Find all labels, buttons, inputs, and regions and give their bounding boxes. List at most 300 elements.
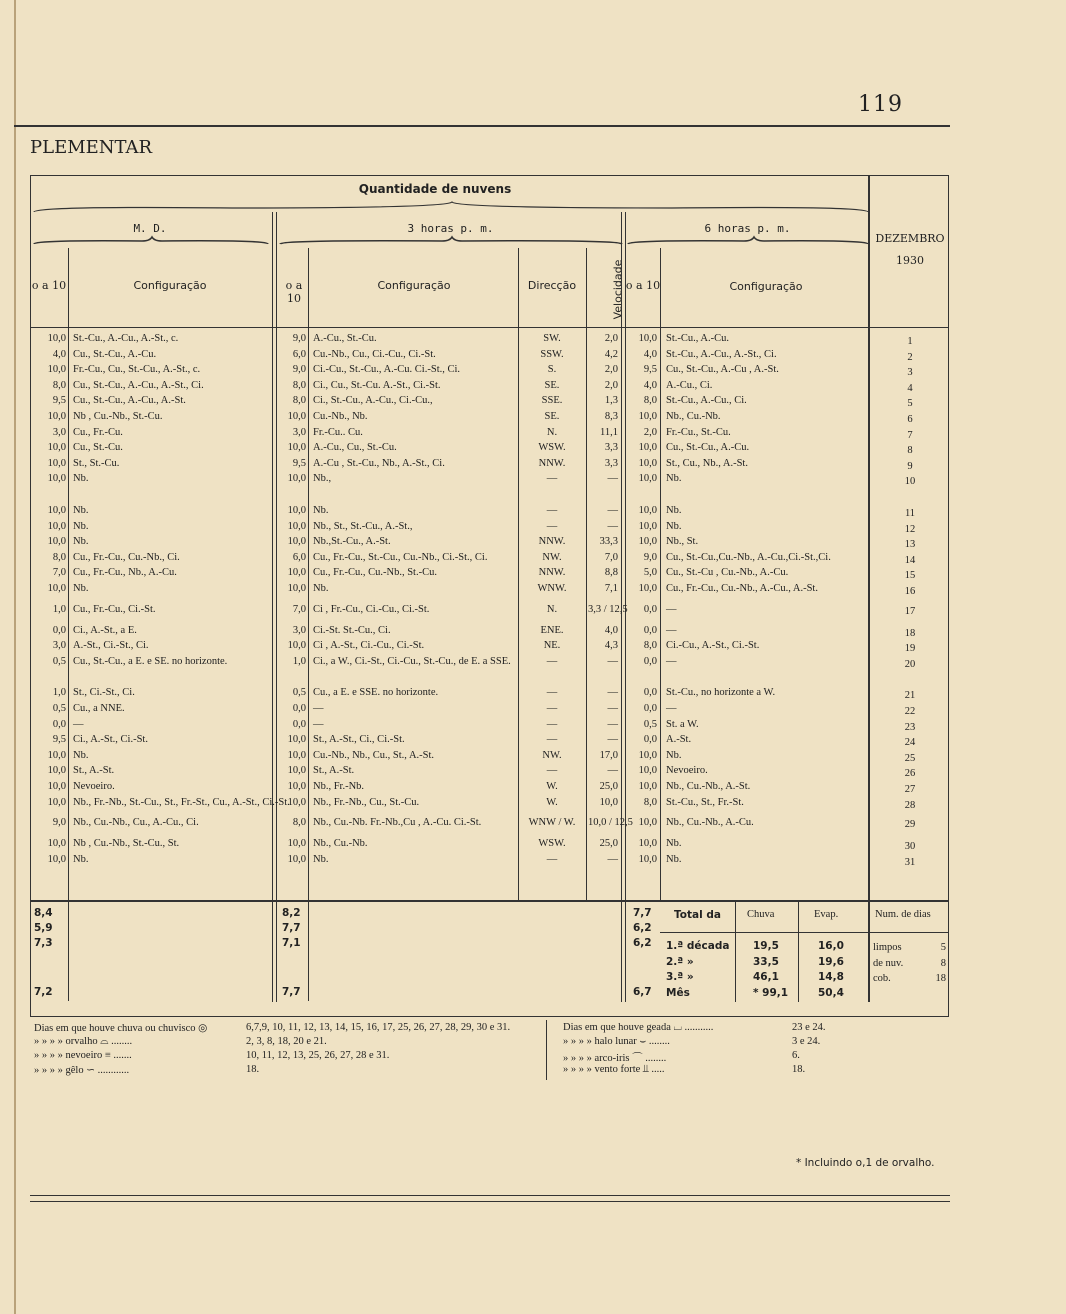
cell-t-q: 10,0 xyxy=(287,567,306,579)
cell-vel: — xyxy=(607,734,618,746)
cell-t-c: Cu.-Nb., Cu., Ci.-Cu., Ci.-St. xyxy=(313,348,436,360)
cell-t-c: Ci , Fr.-Cu., Ci.-Cu., Ci.-St. xyxy=(313,603,430,615)
cell-vel: 4,2 xyxy=(604,348,618,360)
cell-d: 4 xyxy=(907,382,913,394)
col-line xyxy=(586,248,587,900)
cell-vel: 4,0 xyxy=(604,624,618,636)
cell-d: 28 xyxy=(904,799,916,811)
cell-s-c: Ci.-Cu., A.-St., Ci.-St. xyxy=(666,640,760,652)
decada-chuva: 46,1 xyxy=(753,971,779,983)
dias-value: 5 xyxy=(940,942,946,953)
cell-vel: 3,3 / 12,5 xyxy=(588,603,628,615)
cell-md-c: Nb., Fr.-Nb., St.-Cu., St., Fr.-St., Cu., A.-St., Ci.-St. xyxy=(73,796,290,808)
header-escala-tres: o a 10 xyxy=(285,279,303,305)
cell-s-c: Nb., Cu.-Nb. xyxy=(666,411,721,422)
cell-md-q: 10,0 xyxy=(47,333,66,344)
note-right-label: » » » » arco-iris ⌒ ........ xyxy=(563,1053,667,1064)
cell-d: 15 xyxy=(904,570,916,582)
cell-s-q: 8,0 xyxy=(643,395,657,407)
cell-md-c: Cu., St.-Cu., A.-Cu. xyxy=(73,348,157,360)
cell-t-q: 0,5 xyxy=(292,687,306,699)
cell-vel: — xyxy=(607,765,618,777)
cell-t-q: 7,0 xyxy=(292,603,306,615)
cell-vel: 10,0 xyxy=(599,796,618,808)
decada-evap: 14,8 xyxy=(818,971,844,983)
col-line xyxy=(68,248,69,1001)
cell-dir: WNW / W. xyxy=(528,817,576,829)
cell-t-q: 1,0 xyxy=(292,655,306,667)
cell-vel: — xyxy=(607,520,618,532)
cell-s-q: 8,0 xyxy=(643,640,657,652)
page-number: 119 xyxy=(858,92,903,117)
header-rule xyxy=(14,125,950,127)
cell-s-c: Nb. xyxy=(666,505,682,516)
chuva-label: Chuva xyxy=(747,909,775,920)
cell-t-q: 10,0 xyxy=(287,838,306,850)
cell-md-c: Cu., a NNE. xyxy=(73,703,125,714)
cell-vel: 3,3 xyxy=(604,457,618,469)
cell-md-q: 0,5 xyxy=(52,655,66,667)
cell-dir: — xyxy=(546,718,558,730)
cell-d: 29 xyxy=(904,819,916,831)
cell-t-q: 0,0 xyxy=(292,718,306,730)
cell-md-c: Nevoeiro. xyxy=(73,781,115,792)
cell-md-c: Ci., A.-St., Ci.-St. xyxy=(73,734,148,746)
cell-s-c: St.-Cu., A.-Cu., Ci. xyxy=(666,395,747,407)
cell-t-c: St., A.-St. xyxy=(313,765,355,777)
cell-t-q: 10,0 xyxy=(287,411,306,422)
cell-t-c: Cu.-Nb., Nb., Cu., St., A.-St. xyxy=(313,749,435,761)
cell-vel: 8,8 xyxy=(604,567,618,579)
note-right-label: » » » » halo lunar ⌣ ........ xyxy=(563,1036,670,1047)
cell-s-c: — xyxy=(666,703,677,714)
cell-t-c: Nb.,St.-Cu., A.-St. xyxy=(313,536,391,548)
cell-dir: NW. xyxy=(542,551,562,563)
cell-s-q: 10,0 xyxy=(638,457,657,469)
cell-s-c: St.-Cu., St., Fr.-St. xyxy=(666,796,744,808)
cell-s-q: 2,0 xyxy=(643,426,657,438)
cell-vel: 17,0 xyxy=(599,749,618,761)
cell-md-q: 3,0 xyxy=(52,640,66,652)
cell-md-c: Nb , Cu.-Nb., St.-Cu., St. xyxy=(73,838,180,850)
cell-d: 16 xyxy=(904,586,916,597)
note-left-label: » » » » gêlo ∽ ............ xyxy=(34,1065,130,1076)
cell-s-q: 10,0 xyxy=(638,765,657,777)
cell-t-c: Nb. xyxy=(313,505,329,516)
cell-t-c: Nb. xyxy=(313,853,329,865)
cell-s-q: 5,0 xyxy=(643,567,657,579)
cell-md-c: A.-St., Ci.-St., Ci. xyxy=(73,640,149,652)
cell-md-q: 10,0 xyxy=(47,473,66,485)
cell-t-c: A.-Cu., Cu., St.-Cu. xyxy=(313,442,397,454)
cell-md-c: Nb., Cu.-Nb., Cu., A.-Cu., Ci. xyxy=(73,817,199,829)
cell-md-c: Nb. xyxy=(73,749,89,761)
cell-vel: 4,3 xyxy=(604,640,618,652)
header-md: M. D. xyxy=(133,222,167,235)
cell-md-q: 9,0 xyxy=(52,817,66,829)
cell-vel: — xyxy=(607,703,618,714)
cell-t-q: 10,0 xyxy=(287,734,306,746)
cell-vel: 25,0 xyxy=(599,838,618,850)
header-escala-seis: o a 10 xyxy=(625,279,661,292)
cell-s-q: 8,0 xyxy=(643,796,657,808)
cell-t-c: St., A.-St., Ci., Ci.-St. xyxy=(313,734,405,746)
header-direccao: Direcção xyxy=(527,279,577,292)
cell-vel: — xyxy=(607,687,618,699)
cell-s-q: 9,5 xyxy=(643,364,657,376)
cell-md-q: 8,0 xyxy=(52,379,66,391)
cell-md-q: 10,0 xyxy=(47,781,66,792)
cell-dir: W. xyxy=(546,781,558,792)
seis-total-3: 6,2 xyxy=(633,937,652,949)
cell-vel: 7,1 xyxy=(604,583,618,594)
header-config-tres: Configuração xyxy=(377,279,451,292)
cell-md-q: 4,0 xyxy=(52,348,66,360)
cell-t-c: Ci.-Cu., St.-Cu., A.-Cu. Ci.-St., Ci. xyxy=(313,364,461,376)
notes-divider xyxy=(546,1020,547,1080)
seis-total-2: 6,2 xyxy=(633,922,652,934)
cell-s-q: 10,0 xyxy=(638,333,657,344)
decada-evap: 50,4 xyxy=(818,986,844,999)
seis-total-1: 7,7 xyxy=(633,907,652,919)
cell-s-c: A.-Cu., Ci. xyxy=(666,379,713,391)
note-right-label: Dias em que houve geada ⌴ ........... xyxy=(563,1022,714,1033)
cell-s-q: 0,0 xyxy=(643,603,657,615)
cell-md-q: 1,0 xyxy=(52,603,66,615)
cell-s-q: 9,0 xyxy=(643,551,657,563)
cell-d: 25 xyxy=(904,752,916,764)
cell-s-c: St.-Cu., A.-Cu., A.-St., Ci. xyxy=(666,348,777,360)
cell-t-q: 10,0 xyxy=(287,473,306,485)
note-left-label: » » » » orvalho ⌓ ........ xyxy=(34,1036,133,1047)
cell-s-q: 10,0 xyxy=(638,505,657,516)
note-right-label: » » » » vento forte ⫫ ..... xyxy=(563,1064,665,1075)
cell-dir: — xyxy=(546,505,558,516)
cell-md-c: Cu., St.-Cu., A.-Cu., A.-St. xyxy=(73,395,186,407)
cell-t-c: Fr.-Cu.. Cu. xyxy=(313,426,363,438)
cell-dir: NNW. xyxy=(538,457,566,469)
cell-vel: 2,0 xyxy=(604,379,618,391)
cell-md-c: Nb. xyxy=(73,536,89,548)
num-dias-label: Num. de dias xyxy=(875,909,931,920)
decada-label: 3.ª » xyxy=(666,971,694,983)
cell-d: 24 xyxy=(904,737,916,749)
col-line xyxy=(308,248,309,1001)
cell-t-c: Cu.-Nb., Nb. xyxy=(313,411,368,422)
col-line xyxy=(518,248,519,900)
cell-d: 10 xyxy=(904,476,916,488)
cell-t-c: Cu., a E. e SSE. no horizonte. xyxy=(313,687,439,699)
cell-s-q: 10,0 xyxy=(638,442,657,454)
note-left-label: Dias em que houve chuva ou chuvisco ◎ xyxy=(34,1023,208,1034)
cell-dir: N. xyxy=(546,603,558,615)
cell-md-q: 0,0 xyxy=(52,718,66,730)
cell-md-c: Nb. xyxy=(73,473,89,485)
cell-s-q: 0,5 xyxy=(643,718,657,730)
cell-t-c: Ci., Cu., St.-Cu. A.-St., Ci.-St. xyxy=(313,379,441,391)
cell-dir: — xyxy=(546,853,558,865)
cell-d: 18 xyxy=(904,627,916,639)
note-left-value: 10, 11, 12, 13, 25, 26, 27, 28 e 31. xyxy=(246,1050,390,1061)
cell-t-c: Nb. xyxy=(313,583,329,594)
cell-s-q: 0,0 xyxy=(643,734,657,746)
footer-rule xyxy=(30,1201,950,1202)
cell-s-q: 10,0 xyxy=(638,817,657,829)
cell-md-q: 10,0 xyxy=(47,765,66,777)
cell-t-c: Cu., Fr.-Cu., Cu.-Nb., St.-Cu. xyxy=(313,567,437,579)
cell-md-c: Cu., St.-Cu. xyxy=(73,442,123,454)
cell-md-q: 1,0 xyxy=(52,687,66,699)
cell-d: 13 xyxy=(904,539,916,551)
cell-dir: WNW. xyxy=(537,583,567,594)
header-velocidade: Velocidade xyxy=(611,259,625,320)
cell-t-c: — xyxy=(313,718,324,730)
footer-rule xyxy=(30,1195,950,1196)
cell-md-q: 9,5 xyxy=(52,734,66,746)
cell-s-c: Nb., Cu.-Nb., A.-St. xyxy=(666,781,751,792)
cell-s-q: 10,0 xyxy=(638,473,657,485)
cell-vel: 25,0 xyxy=(599,781,618,792)
cell-md-c: Nb , Cu.-Nb., St.-Cu. xyxy=(73,411,163,422)
cell-vel: — xyxy=(607,718,618,730)
cell-t-c: Nb., Cu.-Nb. xyxy=(313,838,368,850)
cell-s-q: 10,0 xyxy=(638,520,657,532)
cell-d: 9 xyxy=(907,460,913,472)
cell-s-c: Cu., St.-Cu., A.-Cu. xyxy=(666,442,750,454)
cell-d: 3 xyxy=(907,367,913,379)
cell-t-q: 10,0 xyxy=(287,640,306,652)
decada-chuva: 33,5 xyxy=(753,955,779,968)
cell-md-q: 10,0 xyxy=(47,411,66,422)
cell-md-c: Cu., St.-Cu., A.-Cu., A.-St., Ci. xyxy=(73,379,204,391)
cell-d: 27 xyxy=(904,784,916,795)
cell-t-c: Ci , A.-St., Ci.-Cu., Ci.-St. xyxy=(313,640,425,652)
cell-t-q: 9,0 xyxy=(292,333,306,344)
footnote: * Incluindo o,1 de orvalho. xyxy=(796,1157,935,1169)
cell-s-q: 10,0 xyxy=(638,853,657,865)
cell-dir: SE. xyxy=(544,411,560,422)
cell-vel: 1,3 xyxy=(604,395,618,407)
cell-s-c: Cu., Fr.-Cu., Cu.-Nb., A.-Cu., A.-St. xyxy=(666,583,818,594)
decada-chuva: 19,5 xyxy=(753,940,779,952)
totals-header-rule xyxy=(868,932,949,933)
cell-dir: — xyxy=(546,765,558,777)
cell-vel: — xyxy=(607,505,618,516)
cell-t-q: 3,0 xyxy=(292,624,306,636)
note-right-value: 18. xyxy=(792,1064,806,1075)
cell-s-c: Cu., St.-Cu., A.-Cu , A.-St. xyxy=(666,364,779,376)
decada-evap: 16,0 xyxy=(818,940,844,952)
cell-md-c: St., A.-St. xyxy=(73,765,115,777)
totals-rule xyxy=(30,900,949,902)
cell-t-c: Ci.-St. St.-Cu., Ci. xyxy=(313,624,391,636)
cell-md-c: St.-Cu., A.-Cu., A.-St., c. xyxy=(73,333,179,344)
cell-t-q: 10,0 xyxy=(287,442,306,454)
page-edge xyxy=(14,0,16,1314)
cell-md-c: — xyxy=(73,718,84,730)
page-title: PLEMENTAR xyxy=(30,137,153,158)
cell-md-q: 8,0 xyxy=(52,551,66,563)
cell-t-q: 3,0 xyxy=(292,426,306,438)
evap-label: Evap. xyxy=(814,909,839,920)
col-line xyxy=(798,902,799,1002)
cell-md-c: Fr.-Cu., Cu., St.-Cu., A.-St., c. xyxy=(73,364,201,376)
decada-label: 1.ª década xyxy=(666,940,730,952)
header-braces xyxy=(32,200,870,250)
cell-md-c: Cu., Fr.-Cu., Cu.-Nb., Ci. xyxy=(73,551,180,563)
cell-t-q: 9,5 xyxy=(292,457,306,469)
cell-d: 2 xyxy=(907,351,913,363)
cell-s-q: 0,0 xyxy=(643,624,657,636)
cell-dir: SE. xyxy=(544,379,560,391)
cell-t-q: 10,0 xyxy=(287,749,306,761)
cell-s-q: 10,0 xyxy=(638,749,657,761)
col-line xyxy=(660,248,661,900)
cell-dir: — xyxy=(546,687,558,699)
cell-md-c: Cu., St.-Cu., a E. e SE. no horizonte. xyxy=(73,655,228,667)
cell-md-q: 10,0 xyxy=(47,796,66,808)
cell-vel: 3,3 xyxy=(604,442,618,454)
tres-total-mes: 7,7 xyxy=(282,986,301,998)
cell-md-c: Nb. xyxy=(73,520,89,532)
cell-s-c: Nb. xyxy=(666,473,682,485)
cell-t-c: Ci., a W., Ci.-St., Ci.-Cu., St.-Cu., de E. a SSE. xyxy=(313,655,511,667)
cell-t-q: 10,0 xyxy=(287,520,306,532)
cell-vel: 2,0 xyxy=(604,333,618,344)
cell-vel: 33,3 xyxy=(599,536,618,548)
header-mes: DEZEMBRO xyxy=(875,232,945,245)
md-total-1: 8,4 xyxy=(34,907,53,919)
cell-t-c: A.-Cu., St.-Cu. xyxy=(313,333,377,344)
cell-t-q: 10,0 xyxy=(287,765,306,777)
cell-dir: — xyxy=(546,703,558,714)
cell-md-q: 10,0 xyxy=(47,749,66,761)
cell-s-q: 4,0 xyxy=(643,379,657,391)
cell-s-c: — xyxy=(666,603,677,615)
cell-t-c: Nb., Cu.-Nb. Fr.-Nb.,Cu , A.-Cu. Ci.-St. xyxy=(313,817,482,829)
cell-d: 11 xyxy=(904,508,916,519)
decada-chuva: * 99,1 xyxy=(753,986,789,999)
cell-md-c: Nb. xyxy=(73,853,89,865)
note-left-label: » » » » nevoeiro ≡ ....... xyxy=(34,1050,132,1061)
header-escala-md: o a 10 xyxy=(31,279,67,292)
cell-s-c: Nb., St. xyxy=(666,536,699,548)
table-frame xyxy=(30,175,949,1017)
cell-t-c: — xyxy=(313,703,324,714)
cell-dir: NNW. xyxy=(538,536,566,548)
header-tres: 3 horas p. m. xyxy=(407,222,494,235)
decada-evap: 19,6 xyxy=(818,955,844,968)
header-ano: 1930 xyxy=(896,254,924,267)
cell-s-c: St. a W. xyxy=(666,718,699,730)
header-bottom-rule xyxy=(30,327,949,328)
cell-d: 20 xyxy=(904,658,916,670)
cell-md-c: Cu., Fr.-Cu. xyxy=(73,426,123,438)
cell-md-c: Ci., A.-St., a E. xyxy=(73,624,137,636)
cell-t-q: 10,0 xyxy=(287,583,306,594)
dias-label: cob. xyxy=(873,973,891,984)
cell-s-c: — xyxy=(666,624,677,636)
cell-t-q: 8,0 xyxy=(292,379,306,391)
cell-s-c: St.-Cu., A.-Cu. xyxy=(666,333,730,344)
cell-dir: NW. xyxy=(542,749,562,761)
cell-md-q: 10,0 xyxy=(47,364,66,376)
totals-header-rule xyxy=(660,932,869,933)
cell-s-c: Nb. xyxy=(666,853,682,865)
tres-total-3: 7,1 xyxy=(282,937,301,949)
cell-d: 22 xyxy=(904,706,916,717)
cell-d: 8 xyxy=(907,445,913,457)
cell-s-c: A.-St. xyxy=(666,734,692,746)
cell-t-c: Nb., Fr.-Nb. xyxy=(313,781,365,792)
cell-d: 14 xyxy=(904,554,916,566)
cell-t-c: Ci., St.-Cu., A.-Cu., Ci.-Cu., xyxy=(313,395,433,407)
cell-dir: — xyxy=(546,473,558,485)
dias-value: 18 xyxy=(935,973,946,984)
cell-s-q: 10,0 xyxy=(638,781,657,792)
cell-dir: — xyxy=(546,520,558,532)
cell-dir: SW. xyxy=(543,333,561,344)
cell-t-q: 8,0 xyxy=(292,817,306,829)
cell-dir: N. xyxy=(546,426,558,438)
md-total-3: 7,3 xyxy=(34,937,53,949)
cell-md-q: 9,5 xyxy=(52,395,66,407)
cell-t-q: 10,0 xyxy=(287,505,306,516)
cell-d: 7 xyxy=(907,429,913,441)
header-config-seis: Configuração xyxy=(729,280,803,293)
cell-t-q: 6,0 xyxy=(292,348,306,360)
cell-s-q: 10,0 xyxy=(638,411,657,422)
cell-dir: WSW. xyxy=(538,838,566,850)
col-line xyxy=(868,175,870,1002)
md-total-2: 5,9 xyxy=(34,922,53,934)
decada-label: Mês xyxy=(666,986,690,999)
cell-t-c: Nb., St., St.-Cu., A.-St., xyxy=(313,520,413,532)
cell-md-q: 10,0 xyxy=(47,838,66,850)
cell-vel: 10,0 / 12,5 xyxy=(588,817,633,829)
cell-dir: — xyxy=(546,734,558,746)
decada-label: 2.ª » xyxy=(666,955,694,968)
cell-s-c: Nevoeiro. xyxy=(666,765,708,777)
cell-md-q: 10,0 xyxy=(47,505,66,516)
cell-t-q: 6,0 xyxy=(292,551,306,563)
cell-md-q: 7,0 xyxy=(52,567,66,579)
cell-t-q: 0,0 xyxy=(292,703,306,714)
cell-dir: NNW. xyxy=(538,567,566,579)
tres-total-1: 8,2 xyxy=(282,907,301,919)
cell-s-q: 10,0 xyxy=(638,838,657,850)
cell-s-c: Nb. xyxy=(666,520,682,532)
cell-vel: — xyxy=(607,655,618,667)
cell-s-c: Cu., St.-Cu.,Cu.-Nb., A.-Cu.,Ci.-St.,Ci. xyxy=(666,551,831,563)
cell-t-c: Nb., Fr.-Nb., Cu., St.-Cu. xyxy=(313,796,420,808)
cell-d: 31 xyxy=(904,856,916,868)
cell-md-c: Nb. xyxy=(73,583,89,594)
cell-t-q: 8,0 xyxy=(292,395,306,407)
cell-s-q: 10,0 xyxy=(638,536,657,548)
dias-label: de nuv. xyxy=(873,957,904,969)
cell-dir: SSE. xyxy=(541,395,563,407)
cell-d: 17 xyxy=(904,605,916,617)
cell-s-c: St.-Cu., no horizonte a W. xyxy=(666,687,776,699)
cell-d: 30 xyxy=(904,841,916,853)
cell-dir: S. xyxy=(547,364,557,376)
cell-s-q: 0,0 xyxy=(643,703,657,714)
cell-s-c: Nb., Cu.-Nb., A.-Cu. xyxy=(666,817,754,829)
cell-dir: W. xyxy=(546,796,558,808)
note-left-value: 18. xyxy=(246,1064,260,1075)
cell-md-c: Cu., Fr.-Cu., Ci.-St. xyxy=(73,603,156,615)
